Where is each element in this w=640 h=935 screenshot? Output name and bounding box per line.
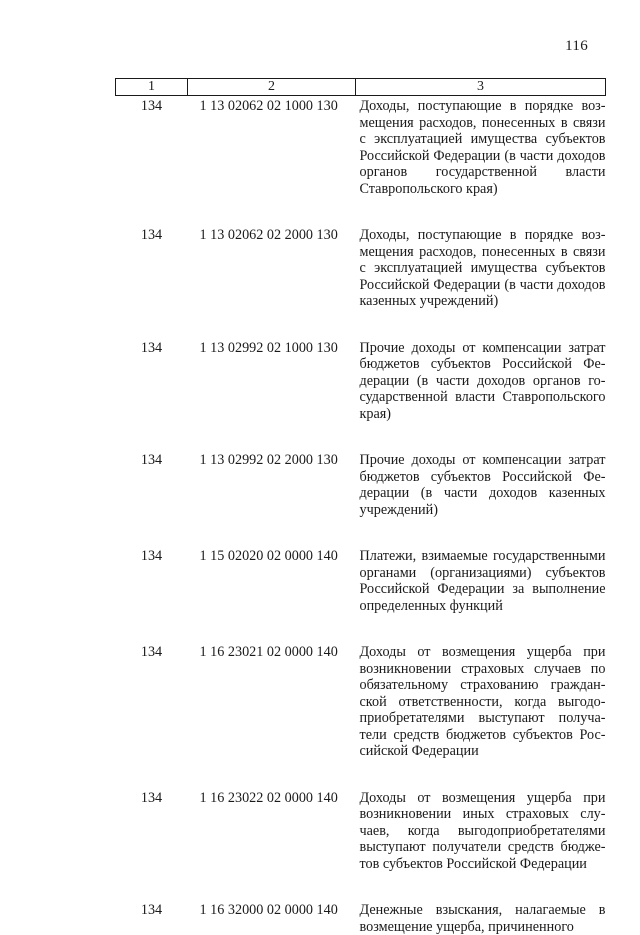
table-row	[116, 900, 606, 935]
revenue-description: Доходы от возмещения ущерба при возникновении страховых случаев по обязательному страхованию гражданской ответственности, когда выгодоприобретателями выступают получатели средств бюджетов субъектов Российской Федерации	[359, 644, 606, 759]
revenue-code: 1 13 02062 02 2000 130	[199, 227, 338, 243]
table-row	[116, 450, 606, 518]
table-row	[116, 546, 606, 614]
table-header-row	[116, 79, 606, 96]
revenue-code: 1 13 02062 02 1000 130	[199, 98, 338, 114]
column-header-1: 1	[116, 79, 188, 96]
table-row	[116, 225, 606, 310]
admin-code: 134	[140, 789, 163, 806]
admin-code: 134	[140, 227, 163, 243]
revenue-code: 1 16 32000 02 0000 140	[199, 902, 338, 918]
column-header-2: 2	[188, 79, 356, 96]
column-header-3: 3	[356, 79, 606, 96]
revenue-code: 1 16 23021 02 0000 140	[199, 644, 338, 660]
table-row	[116, 96, 606, 198]
admin-code: 134	[140, 548, 163, 564]
table-row	[116, 788, 606, 873]
revenue-description: Прочие доходы от компенсации затрат бюджетов субъектов Российской Федерации (в части доходов казенных учреждений)	[359, 452, 606, 518]
revenue-description: Доходы от возмещения ущерба при возникновении иных страховых случаев, когда выгодоприобретателями выступают получатели средств бюджетов субъектов Российской Федерации	[359, 789, 606, 872]
revenue-code: 1 13 02992 02 2000 130	[199, 452, 338, 468]
revenue-description: Платежи, взимаемые государственными органами (организациями) субъектов Российской Федерации за выполнение определенных функций	[359, 548, 606, 614]
revenue-description: Прочие доходы от компенсации затрат бюджетов субъектов Российской Федерации (в части доходов органов государственной власти Ставропольского края)	[359, 339, 606, 422]
table-row	[116, 642, 606, 760]
revenue-code: 1 16 23022 02 0000 140	[199, 789, 338, 806]
admin-code: 134	[140, 644, 163, 660]
revenue-code: 1 13 02992 02 1000 130	[199, 339, 338, 356]
table-row	[116, 338, 606, 423]
admin-code: 134	[140, 98, 163, 114]
revenue-code: 1 15 02020 02 0000 140	[199, 548, 338, 564]
admin-code: 134	[140, 339, 163, 356]
page-number: 116	[565, 38, 588, 54]
revenue-description: Денежные взыскания, налагаемые в возмещение ущерба, причиненного	[359, 902, 606, 935]
admin-code: 134	[140, 452, 163, 468]
revenue-description: Доходы, поступающие в порядке возмещения расходов, понесенных в связи с эксплуатацией имущества субъектов Российской Федерации (в части доходов казенных учреждений)	[359, 227, 606, 309]
admin-code: 134	[140, 902, 163, 918]
revenue-description: Доходы, поступающие в порядке возмещения расходов, понесенных в связи с эксплуатацией имущества субъектов Российской Федерации (в части доходов органов государственной власти Ставропольского края)	[359, 98, 606, 197]
revenue-codes-table	[115, 78, 606, 935]
